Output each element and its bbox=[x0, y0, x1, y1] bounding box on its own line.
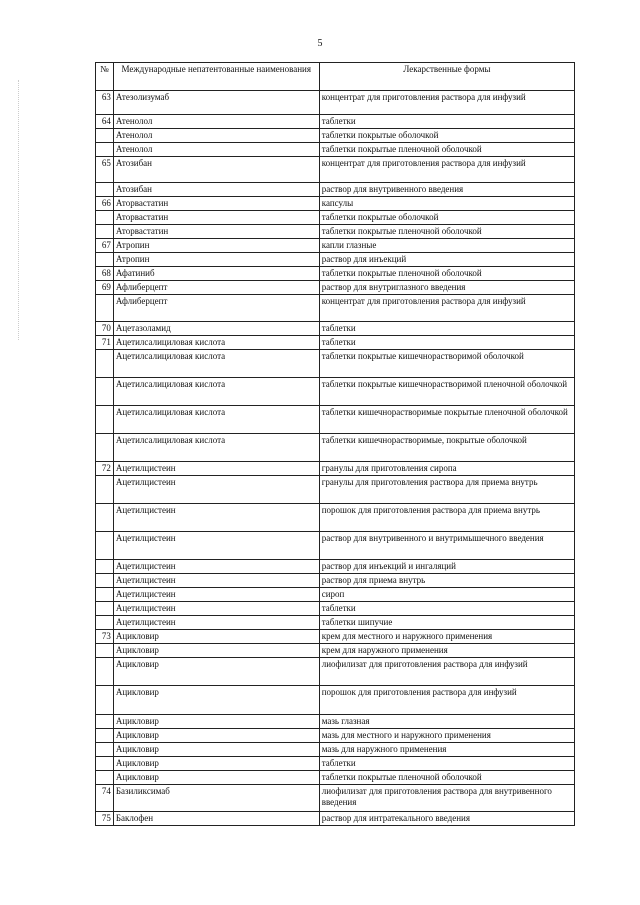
inn-name-cell: Ацетилсалициловая кислота bbox=[113, 434, 319, 462]
table-row bbox=[96, 378, 575, 406]
inn-name-cell: Афатиниб bbox=[113, 267, 319, 281]
table-row bbox=[96, 504, 575, 532]
row-number-cell bbox=[96, 406, 114, 434]
dosage-form-cell: гранулы для приготовления раствора для приема внутрь bbox=[319, 476, 574, 504]
row-number-cell bbox=[96, 560, 114, 574]
row-number-cell: 74 bbox=[96, 785, 114, 812]
inn-name-cell: Атенолол bbox=[113, 143, 319, 157]
inn-name-cell: Ацикловир bbox=[113, 771, 319, 785]
table-row bbox=[96, 143, 575, 157]
dosage-form-cell: таблетки bbox=[319, 322, 574, 336]
table-row bbox=[96, 267, 575, 281]
inn-name-cell: Атезолизумаб bbox=[113, 91, 319, 115]
row-number-cell bbox=[96, 129, 114, 143]
inn-name-cell: Аторвастатин bbox=[113, 211, 319, 225]
dosage-form-cell: таблетки bbox=[319, 336, 574, 350]
inn-name-cell: Ацетилцистеин bbox=[113, 602, 319, 616]
row-number-cell: 73 bbox=[96, 630, 114, 644]
row-number-cell: 75 bbox=[96, 812, 114, 826]
row-number-cell: 65 bbox=[96, 157, 114, 183]
dosage-form-cell: таблетки шипучие bbox=[319, 616, 574, 630]
header-dosage-form: Лекарственные формы bbox=[319, 63, 574, 91]
inn-name-cell: Ацетазоламид bbox=[113, 322, 319, 336]
row-number-cell bbox=[96, 350, 114, 378]
row-number-cell bbox=[96, 715, 114, 729]
table-row bbox=[96, 743, 575, 757]
dosage-form-cell: мазь для наружного применения bbox=[319, 743, 574, 757]
table-row bbox=[96, 239, 575, 253]
dosage-form-cell: раствор для инъекций bbox=[319, 253, 574, 267]
row-number-cell bbox=[96, 771, 114, 785]
row-number-cell: 68 bbox=[96, 267, 114, 281]
inn-name-cell: Ацикловир bbox=[113, 630, 319, 644]
inn-name-cell: Атенолол bbox=[113, 129, 319, 143]
inn-name-cell: Ацетилсалициловая кислота bbox=[113, 378, 319, 406]
table-header-row bbox=[96, 63, 575, 91]
table-row bbox=[96, 225, 575, 239]
dosage-form-cell: таблетки покрытые оболочкой bbox=[319, 129, 574, 143]
row-number-cell: 69 bbox=[96, 281, 114, 295]
table-row bbox=[96, 574, 575, 588]
header-inn: Международные непатентованные наименования bbox=[113, 63, 319, 91]
table-row bbox=[96, 532, 575, 560]
dosage-form-cell: мазь для местного и наружного применения bbox=[319, 729, 574, 743]
table-row bbox=[96, 588, 575, 602]
row-number-cell bbox=[96, 225, 114, 239]
dosage-form-cell: сироп bbox=[319, 588, 574, 602]
inn-name-cell: Ацетилцистеин bbox=[113, 462, 319, 476]
inn-name-cell: Ацетилцистеин bbox=[113, 560, 319, 574]
row-number-cell: 66 bbox=[96, 197, 114, 211]
row-number-cell bbox=[96, 574, 114, 588]
dosage-form-cell: раствор для инъекций и ингаляций bbox=[319, 560, 574, 574]
row-number-cell bbox=[96, 686, 114, 715]
row-number-cell bbox=[96, 532, 114, 560]
dosage-form-cell: таблетки кишечнорастворимые, покрытые оболочкой bbox=[319, 434, 574, 462]
dosage-form-cell: раствор для внутривенного введения bbox=[319, 183, 574, 197]
table-row bbox=[96, 211, 575, 225]
dosage-form-cell: таблетки покрытые пленочной оболочкой bbox=[319, 225, 574, 239]
row-number-cell bbox=[96, 211, 114, 225]
dosage-form-cell: капли глазные bbox=[319, 239, 574, 253]
table-row bbox=[96, 644, 575, 658]
scan-margin-mark bbox=[18, 80, 20, 340]
table-row bbox=[96, 785, 575, 812]
table-row bbox=[96, 812, 575, 826]
dosage-form-cell: крем для местного и наружного применения bbox=[319, 630, 574, 644]
dosage-form-cell: гранулы для приготовления сиропа bbox=[319, 462, 574, 476]
dosage-form-cell: порошок для приготовления раствора для инфузий bbox=[319, 686, 574, 715]
inn-name-cell: Ацикловир bbox=[113, 757, 319, 771]
inn-name-cell: Ацикловир bbox=[113, 644, 319, 658]
dosage-form-cell: концентрат для приготовления раствора для инфузий bbox=[319, 91, 574, 115]
row-number-cell bbox=[96, 757, 114, 771]
inn-name-cell: Ацетилцистеин bbox=[113, 504, 319, 532]
inn-name-cell: Ацетилсалициловая кислота bbox=[113, 406, 319, 434]
dosage-form-cell: таблетки bbox=[319, 115, 574, 129]
table-row bbox=[96, 729, 575, 743]
table-row bbox=[96, 434, 575, 462]
dosage-form-cell: раствор для приема внутрь bbox=[319, 574, 574, 588]
row-number-cell bbox=[96, 143, 114, 157]
table-row bbox=[96, 197, 575, 211]
inn-name-cell: Ацикловир bbox=[113, 715, 319, 729]
inn-name-cell: Ацетилцистеин bbox=[113, 476, 319, 504]
row-number-cell: 63 bbox=[96, 91, 114, 115]
table-row bbox=[96, 115, 575, 129]
inn-name-cell: Ацетилсалициловая кислота bbox=[113, 350, 319, 378]
inn-name-cell: Аторвастатин bbox=[113, 197, 319, 211]
inn-name-cell: Ацикловир bbox=[113, 686, 319, 715]
table-row bbox=[96, 91, 575, 115]
table-row bbox=[96, 406, 575, 434]
table-row bbox=[96, 183, 575, 197]
row-number-cell bbox=[96, 434, 114, 462]
row-number-cell bbox=[96, 378, 114, 406]
table-row bbox=[96, 157, 575, 183]
dosage-form-cell: концентрат для приготовления раствора для инфузий bbox=[319, 295, 574, 322]
inn-name-cell: Ацетилсалициловая кислота bbox=[113, 336, 319, 350]
dosage-form-cell: крем для наружного применения bbox=[319, 644, 574, 658]
table-row bbox=[96, 560, 575, 574]
dosage-form-cell: таблетки покрытые кишечнорастворимой пленочной оболочкой bbox=[319, 378, 574, 406]
dosage-form-cell: лиофилизат для приготовления раствора для внутривенного введения bbox=[319, 785, 574, 812]
table-row bbox=[96, 715, 575, 729]
dosage-form-cell: капсулы bbox=[319, 197, 574, 211]
table-row bbox=[96, 336, 575, 350]
table-row bbox=[96, 281, 575, 295]
table-row bbox=[96, 350, 575, 378]
dosage-form-cell: таблетки покрытые пленочной оболочкой bbox=[319, 143, 574, 157]
table-row bbox=[96, 253, 575, 267]
row-number-cell bbox=[96, 644, 114, 658]
dosage-form-cell: таблетки покрытые оболочкой bbox=[319, 211, 574, 225]
table-row bbox=[96, 630, 575, 644]
inn-name-cell: Ацетилцистеин bbox=[113, 532, 319, 560]
inn-name-cell: Афлиберцепт bbox=[113, 281, 319, 295]
inn-name-cell: Атропин bbox=[113, 239, 319, 253]
row-number-cell bbox=[96, 476, 114, 504]
inn-name-cell: Ацетилцистеин bbox=[113, 616, 319, 630]
table-body bbox=[96, 91, 575, 826]
inn-name-cell: Атенолол bbox=[113, 115, 319, 129]
row-number-cell: 67 bbox=[96, 239, 114, 253]
row-number-cell bbox=[96, 253, 114, 267]
inn-name-cell: Атозибан bbox=[113, 157, 319, 183]
dosage-form-cell: порошок для приготовления раствора для приема внутрь bbox=[319, 504, 574, 532]
inn-name-cell: Атозибан bbox=[113, 183, 319, 197]
inn-name-cell: Базиликсимаб bbox=[113, 785, 319, 812]
table-row bbox=[96, 476, 575, 504]
dosage-form-cell: раствор для внутривенного и внутримышечного введения bbox=[319, 532, 574, 560]
table-row bbox=[96, 462, 575, 476]
table-row bbox=[96, 322, 575, 336]
inn-name-cell: Баклофен bbox=[113, 812, 319, 826]
table-row bbox=[96, 616, 575, 630]
dosage-form-cell: таблетки покрытые кишечнорастворимой оболочкой bbox=[319, 350, 574, 378]
row-number-cell bbox=[96, 743, 114, 757]
row-number-cell bbox=[96, 602, 114, 616]
dosage-form-cell: таблетки bbox=[319, 602, 574, 616]
row-number-cell: 70 bbox=[96, 322, 114, 336]
dosage-form-cell: мазь глазная bbox=[319, 715, 574, 729]
dosage-form-cell: таблетки bbox=[319, 757, 574, 771]
table-row bbox=[96, 295, 575, 322]
inn-name-cell: Афлиберцепт bbox=[113, 295, 319, 322]
inn-name-cell: Ацикловир bbox=[113, 658, 319, 686]
inn-name-cell: Ацетилцистеин bbox=[113, 574, 319, 588]
row-number-cell bbox=[96, 295, 114, 322]
dosage-form-cell: таблетки кишечнорастворимые покрытые пленочной оболочкой bbox=[319, 406, 574, 434]
row-number-cell: 72 bbox=[96, 462, 114, 476]
inn-name-cell: Атропин bbox=[113, 253, 319, 267]
table-row bbox=[96, 686, 575, 715]
row-number-cell bbox=[96, 504, 114, 532]
table-row bbox=[96, 129, 575, 143]
row-number-cell bbox=[96, 588, 114, 602]
dosage-form-cell: раствор для внутриглазного введения bbox=[319, 281, 574, 295]
drug-table bbox=[95, 62, 575, 826]
row-number-cell bbox=[96, 658, 114, 686]
dosage-form-cell: концентрат для приготовления раствора для инфузий bbox=[319, 157, 574, 183]
row-number-cell: 71 bbox=[96, 336, 114, 350]
dosage-form-cell: таблетки покрытые пленочной оболочкой bbox=[319, 771, 574, 785]
row-number-cell bbox=[96, 616, 114, 630]
inn-name-cell: Ацикловир bbox=[113, 729, 319, 743]
table-row bbox=[96, 602, 575, 616]
inn-name-cell: Аторвастатин bbox=[113, 225, 319, 239]
dosage-form-cell: раствор для интратекального введения bbox=[319, 812, 574, 826]
row-number-cell bbox=[96, 183, 114, 197]
row-number-cell bbox=[96, 729, 114, 743]
table-row bbox=[96, 658, 575, 686]
table-row bbox=[96, 771, 575, 785]
inn-name-cell: Ацетилцистеин bbox=[113, 588, 319, 602]
inn-name-cell: Ацикловир bbox=[113, 743, 319, 757]
table-row bbox=[96, 757, 575, 771]
page-number: 5 bbox=[317, 38, 323, 49]
dosage-form-cell: таблетки покрытые пленочной оболочкой bbox=[319, 267, 574, 281]
row-number-cell: 64 bbox=[96, 115, 114, 129]
dosage-form-cell: лиофилизат для приготовления раствора для инфузий bbox=[319, 658, 574, 686]
header-number: № bbox=[96, 63, 114, 91]
